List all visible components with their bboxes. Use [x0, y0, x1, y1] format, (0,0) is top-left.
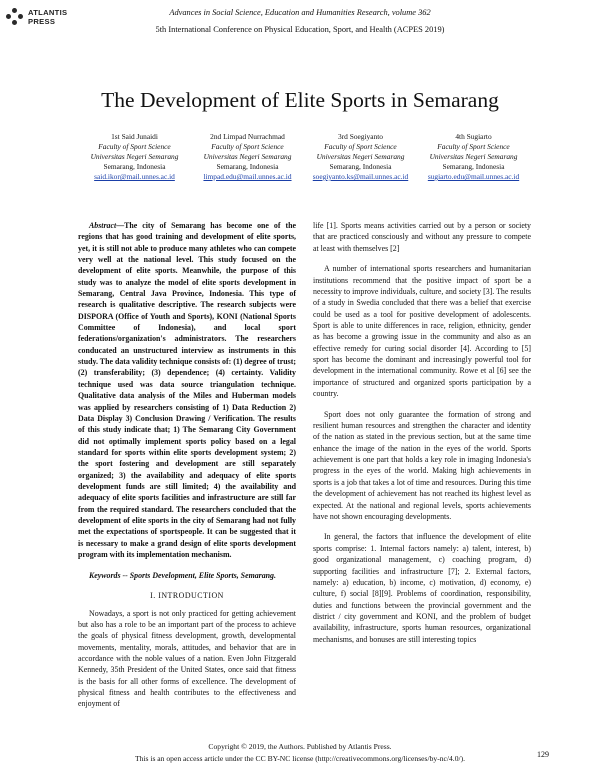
body-paragraph: A number of international sports researchers and humanitarian institutions recommend that the positive impact of sport be a necessity to improve individuals, culture, and society [3]. The results of a study in Swedia concluded that there was a belief that exercise could be used as a tool for positive development of adolescents. Sport is able to unite differences in race, religion, ethnicity, gender as has become a growing issue in the community and also as an effective remedy for curing social disorder [4]. According to [5] sport has become the dominant and increasingly powerful tool for development in the international community. Rowe et al [6] see the importance of structured and organized sports participation by a country.	[313, 264, 531, 399]
copyright-line: Copyright © 2019, the Authors. Published by Atlantis Press.	[208, 742, 392, 751]
author-university: Universitas Negeri Semarang	[203, 152, 292, 161]
author-location: Semarang, Indonesia	[442, 162, 505, 171]
author-university: Universitas Negeri Semarang	[316, 152, 405, 161]
logo-line-1: ATLANTIS	[28, 8, 68, 17]
author-name: 3rd Soegiyanto	[338, 132, 383, 141]
left-column	[78, 220, 296, 719]
author-block	[304, 132, 417, 182]
author-location: Semarang, Indonesia	[329, 162, 392, 171]
author-name: 4th Sugiarto	[455, 132, 492, 141]
author-email-link[interactable]: soegiyanto.ks@mail.unnes.ac.id	[312, 172, 409, 181]
abstract	[78, 220, 296, 560]
author-faculty: Faculty of Sport Science	[98, 142, 171, 151]
author-location: Semarang, Indonesia	[216, 162, 279, 171]
author-faculty: Faculty of Sport Science	[437, 142, 510, 151]
intro-paragraph: Nowadays, a sport is not only practiced for getting achievement but also has a role to be an important part of the process to achieve the goals of physical fitness development, growth, developmental movements, mentality, morals, attitudes, and behavior that are in accordance with the noble values of a nation. Even John Fitzgerald Kennedy, 35th President of the United States, once said that fitness is the basis for all other forms of excellence. The development of physical fitness and health contributes to the effectiveness and enjoyment of	[78, 608, 296, 709]
keywords: Keywords -- Sports Development, Elite Sports, Semarang.	[89, 570, 276, 580]
abstract-label: Abstract	[89, 221, 117, 230]
abstract-text: —The city of Semarang has become one of the regions that has good training and development of elite sports, yet, it is still not able to produce many athletes who can compete very well at the national level. This study focused on the development of elite sports. Meanwhile, the purpose of this study was to analyze the model of elite sports development in Semarang, Central Java Province, Indonesia. This type of research is qualitative descriptive. The research subjects were DISPORA (Office of Youth and Sports), KONI (National Sports Committee of Indonesia), and local sport federations/organization's administrators. The researchers conducated an unstructured interview as instruments in this study. The data validity technique consists of: (1) degree of trust; (2) transferability; (3) dependence; (4) certainty. Validity technique used was data source triangulation technique. Qualitative data analysis of the Miles and Huberman models was applied by researchers consisting of 1) Data Reduction 2) Data Display 3) Conclusion Drawing / Verification. The results of this study indicate that; 1) The Semarang City Government did not optimally implement sports policy based on a legal standard for sports within elite sports development system; 2) the sport fostering and development are still separately organized; 3) the availability and adequacy of elite sports development funds are still limited; 4) the availability and adequacy of elite sports facilities and infrastructure are still far from the required standard. The researchers concluded that the development of elite sports in the city of Semarang had not fully met the expectations of sportspeople. It can be suggested that it is necessary to make a grand design of elite sports development program with its implementation mechanism.	[78, 221, 296, 559]
body-paragraph: In general, the factors that influence the development of elite sports comprise: 1. Internal factors namely: a) talent, interest, b) good organizational management, c) coaching program, d) supporting facilities and infrastructure [7]; 2. External factors, namely: a) education, b) income, c) motivation, d) economy, e) culture, f) social [8][9]. Problems of coordination, responsibility, duties and functions between the provincial government and the district / city government and KONI, and the problem of budget availability, infrastructure, sports human resources, organizational mechanisms, and bonuses are still interesting topics	[313, 532, 531, 644]
logo-line-2: PRESS	[28, 17, 56, 26]
page-number: 129	[537, 750, 549, 759]
license-line: This is an open access article under the CC BY-NC license (http://creativecommons.org/licenses/by-nc/4.0/).	[134, 754, 466, 763]
author-faculty: Faculty of Sport Science	[324, 142, 397, 151]
author-email-link[interactable]: limpad.edu@mail.unnes.ac.id	[203, 172, 292, 181]
author-university: Universitas Negeri Semarang	[90, 152, 179, 161]
author-block	[417, 132, 530, 182]
author-email-link[interactable]: said.ikor@mail.unnes.ac.id	[94, 172, 175, 181]
paper-title: The Development of Elite Sports in Semarang	[101, 88, 499, 112]
author-email-link[interactable]: sugiarto.edu@mail.unnes.ac.id	[427, 172, 520, 181]
author-location: Semarang, Indonesia	[103, 162, 166, 171]
author-faculty: Faculty of Sport Science	[211, 142, 284, 151]
author-name: 2nd Limpad Nurrachmad	[210, 132, 285, 141]
author-block	[78, 132, 191, 182]
section-heading-introduction: I. INTRODUCTION	[150, 591, 224, 601]
series-header: Advances in Social Science, Education and Humanities Research, volume 362	[169, 8, 431, 17]
author-list	[78, 132, 530, 182]
author-university: Universitas Negeri Semarang	[429, 152, 518, 161]
author-block	[191, 132, 304, 182]
body-paragraph: life [1]. Sports means activities carried out by a person or society that are practiced consciously and without any pressure to compete at least with themselves [2]	[313, 221, 531, 253]
body-paragraph: Sport does not only guarantee the formation of strong and resilient human resources and strengthen the character and identity of the nation as stated in the previous section, but at the same time enhance the image of the nation in the eyes of the world. Sports achievement is one part that holds a key role in imaging Indonesia's progress in the eyes of the world. Making high achievements in sports is a job that takes a lot of time and resources. During this time the development of achievement has not reached its highest level as expected. At the national and regional levels, sports achievements have not shown encouraging developments.	[313, 409, 531, 521]
conference-header: 5th International Conference on Physical Education, Sport, and Health (ACPES 2019)	[155, 25, 445, 34]
author-name: 1st Said Junaidi	[111, 132, 158, 141]
right-column	[313, 220, 531, 654]
